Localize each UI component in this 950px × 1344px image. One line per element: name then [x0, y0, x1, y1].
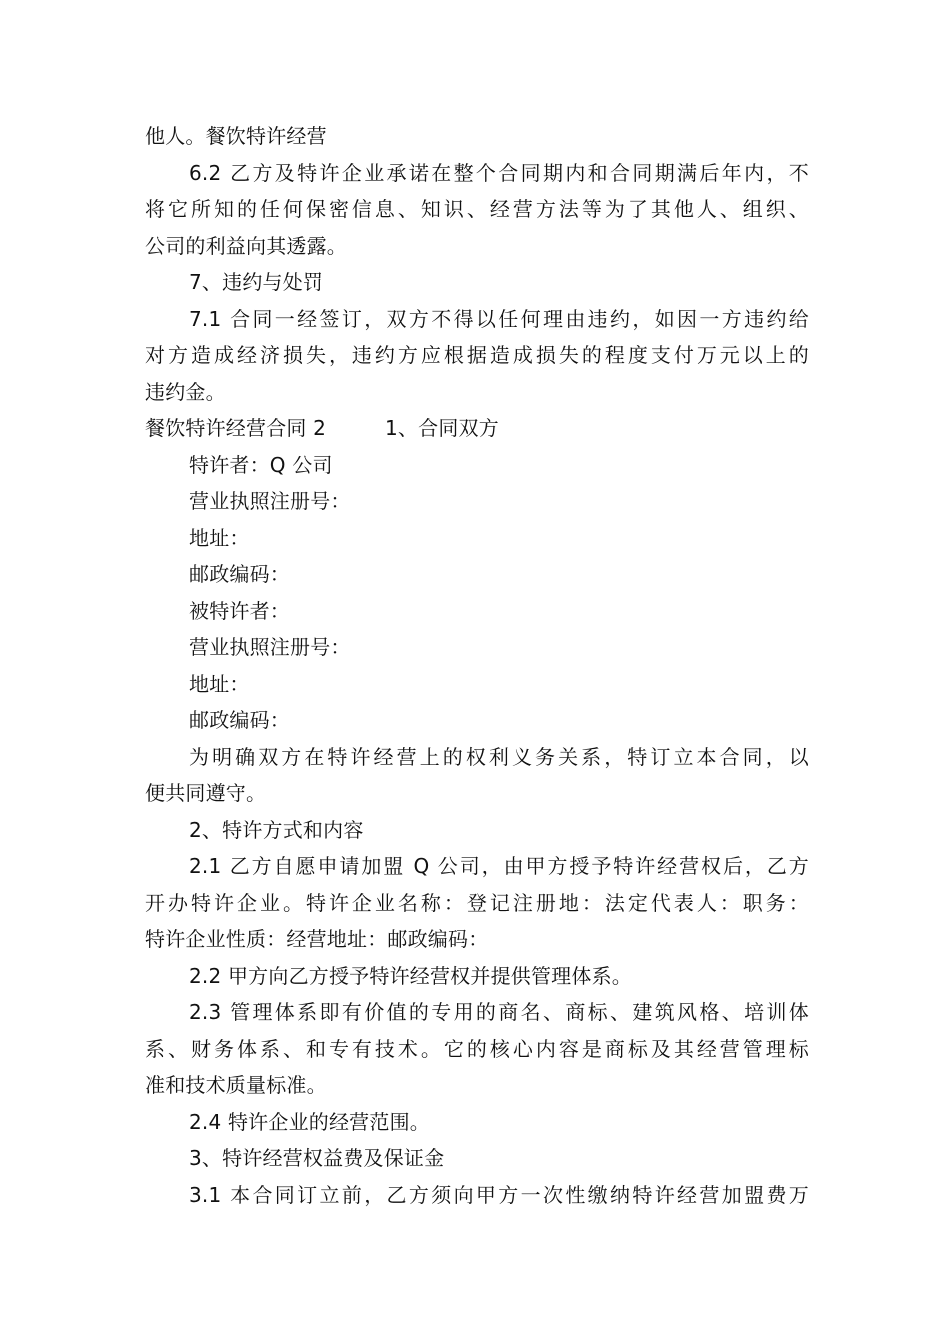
- text-line: 特许企业性质：经营地址：邮政编码：: [145, 927, 489, 951]
- text-line: 7、违约与处罚: [189, 270, 324, 294]
- section-1-heading: 1、合同双方: [385, 416, 499, 440]
- text-line: 系、财务体系、和专有技术。它的核心内容是商标及其经营管理标: [145, 1036, 809, 1061]
- text-line: 2、特许方式和内容: [189, 817, 364, 842]
- text-line: 特许者：Q 公司: [189, 452, 333, 477]
- text-line: 公司的利益向其透露。: [145, 233, 347, 258]
- text-line: 地址：: [189, 525, 250, 550]
- text-line: 为明确双方在特许经营上的权利义务关系，特订立本合同，以: [189, 744, 809, 769]
- text-line: 邮政编码：: [189, 562, 290, 586]
- text-line: 2.1 乙方自愿申请加盟 Q 公司，由甲方授予特许经营权后，乙方: [189, 854, 809, 878]
- contract-2-text: [145, 447, 809, 1214]
- text-line: 3.1 本合同订立前，乙方须向甲方一次性缴纳特许经营加盟费万: [189, 1182, 809, 1207]
- section-6-7-text: [145, 118, 809, 410]
- text-line: 2.2 甲方向乙方授予特许经营权并提供管理体系。: [189, 963, 632, 988]
- text-line: 邮政编码：: [189, 708, 290, 732]
- contract-2-heading: [145, 410, 809, 447]
- text-line: 便共同遵守。: [145, 781, 267, 805]
- text-line: 营业执照注册号：: [189, 635, 351, 659]
- document-body: [145, 118, 809, 1213]
- text-line: 他人。餐饮特许经营: [145, 124, 327, 148]
- text-line: 开办特许企业。特许企业名称：登记注册地：法定代表人：职务：: [145, 890, 809, 915]
- text-line: 3、特许经营权益费及保证金: [189, 1146, 445, 1170]
- text-line: 地址：: [189, 671, 250, 696]
- text-line: 对方造成经济损失，违约方应根据造成损失的程度支付万元以上的: [145, 343, 809, 367]
- text-line: 营业执照注册号：: [189, 489, 351, 513]
- text-line: 将它所知的任何保密信息、知识、经营方法等为了其他人、组织、: [145, 197, 809, 221]
- text-line: 7.1 合同一经签订，双方不得以任何理由违约，如因一方违约给: [189, 306, 809, 331]
- text-line: 准和技术质量标准。: [145, 1073, 327, 1097]
- text-line: 6.2 乙方及特许企业承诺在整个合同期内和合同期满后年内，不: [189, 160, 809, 185]
- text-line: 2.3 管理体系即有价值的专用的商名、商标、建筑风格、培训体: [189, 1000, 809, 1024]
- text-line: 2.4 特许企业的经营范围。: [189, 1109, 430, 1134]
- text-line: 违约金。: [145, 379, 226, 404]
- contract-2-title: 餐饮特许经营合同 2: [145, 416, 327, 440]
- text-line: 被特许者：: [189, 598, 290, 623]
